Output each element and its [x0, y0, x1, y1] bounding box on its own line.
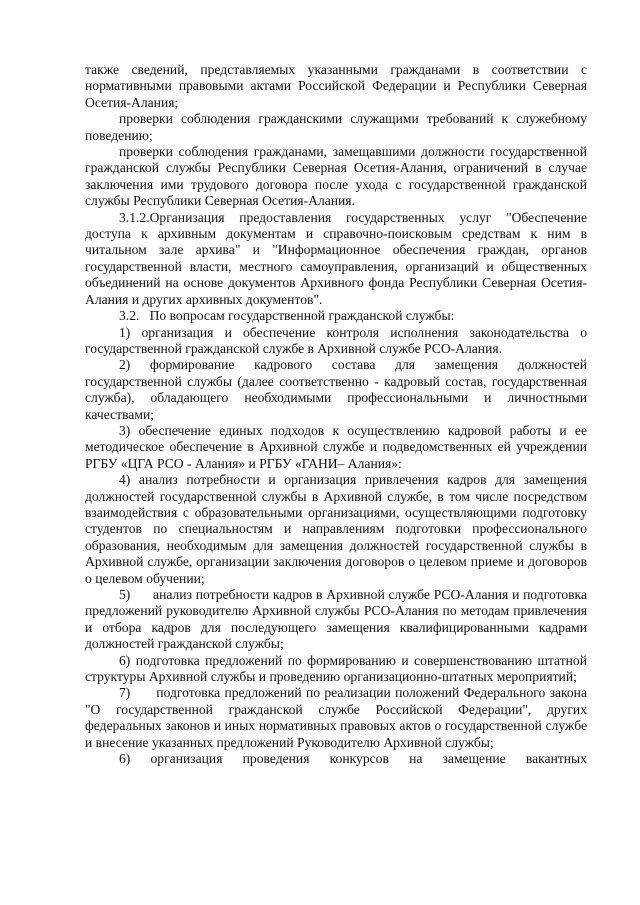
paragraph-13: 6) организация проведения конкурсов на замещение вакантных [119, 751, 587, 767]
paragraph-9: 4) анализ потребности и организация привлечения кадров для замещения должностей государственной службы в Архивной службе, в том числе посредством взаимодействия с образовательными организациями, осуществляющими подготовку студентов по специальностям и направлениям подготовки профессионального образования, необходимым для замещения должностей государственной службы в Архивной службе, организации заключения договоров о целевом приеме и договоров о целевом обучении; [85, 472, 587, 586]
paragraph-3: проверки соблюдения гражданами, замещавшими должности государственной гражданской службы Республики Северная Осетия-Алания, ограничений в случае заключения ими трудового договора после ухода с государственной гражданской службы Республики Северная Осетия-Алания. [85, 144, 587, 209]
paragraph-11: 6) подготовка предложений по формированию и совершенствованию штатной структуры Архивной службы и проведению организационно-штатных мероприятий; [85, 652, 587, 685]
paragraph-7: 2) формирование кадрового состава для замещения должностей государственной службы (далее соответственно - кадровый состав, государственная служба), обладающего необходимыми профессиональными и личностными качествами; [85, 357, 587, 422]
paragraph-5: 3.2. По вопросам государственной гражданской службы: [119, 308, 455, 324]
paragraph-8: 3) обеспечение единых подходов к осуществлению кадровой работы и ее методическое обеспечение в Архивной службе и подведомственных ей учреждении РГБУ «ЦГА РСО - Алания» и РГБУ «ГАНИ– Алания»: [85, 422, 587, 471]
paragraph-6: 1) организация и обеспечение контроля исполнения законодательства о государственной гражданской службе в Архивной службе РСО-Алания. [85, 324, 587, 356]
paragraph-12: 7) подготовка предложений по реализации положений Федерального закона "О государственной гражданской службе Российской Федерации", других федеральных законов и иных нормативных правовых актов о государственной службе и внесение указанных предложений Руководителю Архивной службы; [85, 685, 591, 750]
paragraph-2: проверки соблюдения гражданскими служащими требований к служебному поведению; [85, 111, 587, 143]
paragraph-4: 3.1.2.Организация предоставления государственных услуг "Обеспечение доступа к архивным документам и справочно-поисковым средствам к ним в читальном зале архива" и "Информационное обеспечения граждан, органов государственной власти, местного самоуправления, организаций и общественных объединений на основе документов Архивного фонда Республики Северная Осетия-Алания и других архивных документов". [85, 209, 587, 307]
paragraph-10: 5) анализ потребности кадров в Архивной службе РСО-Алания и подготовка предложений руководителю Архивной службы РСО-Алания по методам привлечения и отбора кадров для последующего замещения квалифицированными кадрами должностей гражданской службы; [85, 587, 591, 652]
paragraph-1: также сведений, представляемых указанными гражданами в соответствии с нормативными правовыми актами Российской Федерации и Республики Северная Осетия-Алания; [85, 62, 587, 110]
document-page [85, 62, 591, 767]
